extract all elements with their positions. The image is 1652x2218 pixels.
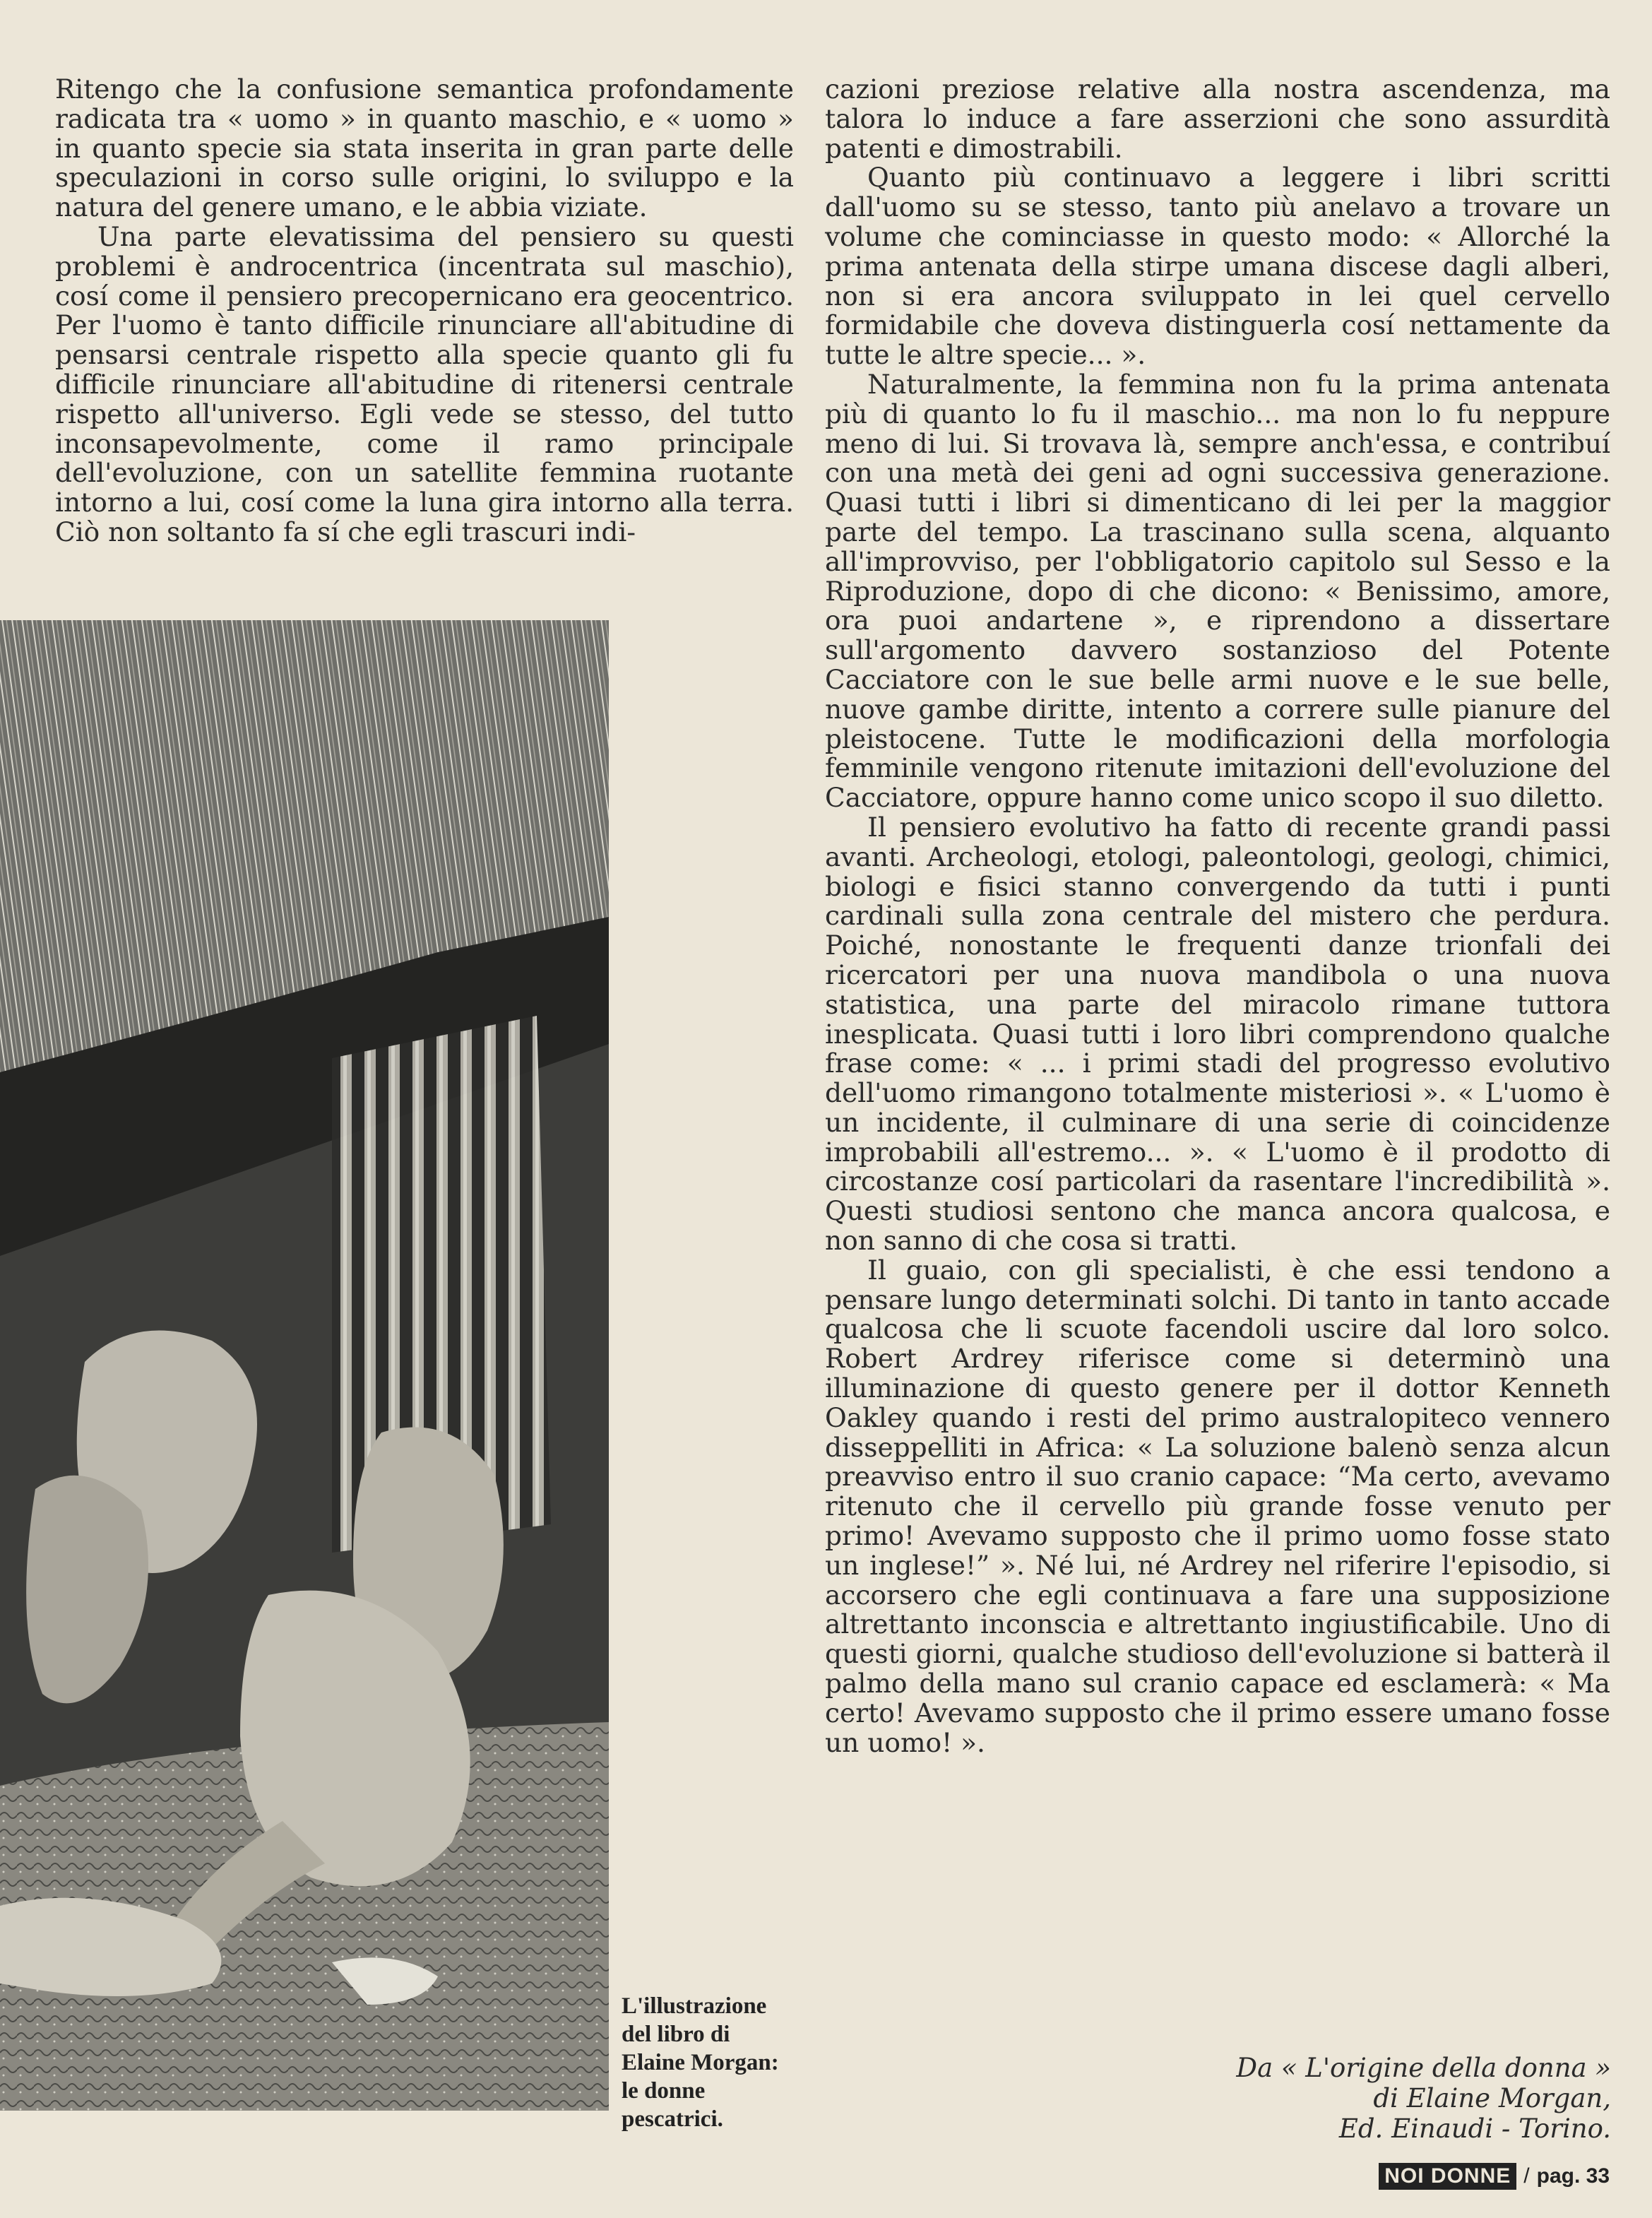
source-line: di Elaine Morgan, [1373, 2083, 1611, 2113]
caption-line: pescatrici. [622, 2106, 723, 2132]
article-paragraph: Naturalmente, la femmina non fu la prima antenata più di quanto lo fu il maschio... ma non lo fu neppure meno di lui. Si trovava là, sempre anch'essa, e contribuí con una metà dei geni ad ogni successiva generazione. Quasi tutti i libri si dimenticano di lei per la maggior parte del tempo. La trascinano sulla scena, alquanto all'improvviso, per l'obbligatorio capitolo sul Sesso e la Riproduzione, dopo di che dicono: « Benissimo, amore, ora puoi andartene », e riprendono a dissertare sull'argomento davvero sostanzioso del Potente Cacciatore con le sue belle armi nuove e le sue belle, nuove gambe diritte, intento a correre sulle pianure del pleistocene. Tutte le modificazioni della morfologia femminile vengono ritenute imitazioni dell'evoluzione del Cacciatore, oppure hanno come unico scopo il suo diletto. [825, 368, 1610, 814]
article-paragraph: Il pensiero evolutivo ha fatto di recente grandi passi avanti. Archeologi, etologi, paleontologi, geologi, chimici, biologi e fisici stanno convergendo da tutti i punti cardinali sulla zona centrale del mistero che perdura. Poiché, nonostante le frequenti danze trionfali dei ricercatori per una nuova mandibola o una nuova statistica, una parte del miracolo rimane tuttora inesplicata. Quasi tutti i loro libri comprendono qualche frase come: « ... i primi stadi del progresso evolutivo dell'uomo rimangono totalmente misteriosi ». « L'uomo è un incidente, il culminare di una serie di coincidenze improbabili all'estremo... ». « L'uomo è il prodotto di circostanze cosí particolari da rasentare l'incredibilità ». Questi studiosi sentono che manca ancora qualcosa, e non sanno di che cosa si tratti. [825, 811, 1610, 1257]
article-column-left [55, 75, 794, 547]
caption-line: del libro di [622, 2022, 730, 2047]
fishing-women-illustration [0, 620, 609, 2111]
caption-line: Elaine Morgan: [622, 2050, 779, 2075]
source-citation [975, 2053, 1611, 2144]
article-paragraph: Una parte elevatissima del pensiero su questi problemi è androcentrica (incentrata sul maschio), cosí come il pensiero precopernicano era geocentrico. Per l'uomo è tanto difficile rinunciare all'abitudine di pensarsi centrale rispetto alla specie quanto gli fu difficile rinunciare all'abitudine di ritenersi centrale rispetto all'universo. Egli vede se stesso, del tutto inconsapevolmente, come il ramo principale dell'evoluzione, con un satellite femmina ruotante intorno a lui, cosí come la luna gira intorno alla terra. Ciò non soltanto fa sí che egli trascuri indi- [55, 220, 794, 547]
page-footer [1379, 2163, 1610, 2190]
footer-separator: / [1523, 2164, 1530, 2188]
page-number: pag. 33 [1536, 2164, 1610, 2188]
article-paragraph: Ritengo che la confusione semantica profondamente radicata tra « uomo » in quanto maschio, e « uomo » in quanto specie sia stata inserita in gran parte delle speculazioni in corso sulle origini, lo sviluppo e la natura del genere umano, e le abbia viziate. [55, 73, 794, 223]
article-paragraph: cazioni preziose relative alla nostra ascendenza, ma talora lo induce a fare asserzioni che sono assurdità patenti e dimostrabili. [825, 73, 1610, 164]
source-line: Ed. Einaudi - Torino. [1338, 2113, 1611, 2144]
article-paragraph: Il guaio, con gli specialisti, è che essi tendono a pensare lungo determinati solchi. Di tanto in tanto accade qualcosa che li scuote facendoli uscire dal loro solco. Robert Ardrey riferisce come si determinò una illuminazione di questo genere per il dottor Kenneth Oakley quando i resti del primo australopiteco vennero disseppelliti in Africa: « La soluzione balenò senza alcun preavviso entro il suo cranio capace: “Ma certo, avevamo ritenuto che il cervello più grande fosse venuto per primo! Avevamo supposto che il primo uomo fosse stato un inglese!” ». Né lui, né Ardrey nel riferire l'episodio, si accorsero che egli continuava a fare una supposizione altrettanto inconscia e altrettanto ingiustificabile. Uno di questi giorni, qualche studioso dell'evoluzione si batterà il palmo della mano sul cranio capace ed esclamerà: « Ma certo! Avevamo supposto che il primo essere umano fosse un uomo! ». [825, 1254, 1610, 1758]
caption-line: le donne [622, 2078, 706, 2104]
caption-line: L'illustrazione [622, 1993, 767, 2019]
photo-caption [622, 1992, 826, 2133]
article-paragraph: Quanto più continuavo a leggere i libri scritti dall'uomo su se stesso, tanto più anelavo a trovare un volume che cominciasse in questo modo: « Allorché la prima antenata della stirpe umana discese dagli alberi, non si era ancora sviluppato in lei quel cervello formidabile che doveva distinguerla cosí nettamente da tutte le altre specie... ». [825, 162, 1610, 371]
illustration-photo [0, 620, 609, 2111]
article-column-right [825, 75, 1610, 1757]
magazine-logo: NOI DONNE [1379, 2163, 1516, 2190]
source-line: Da « L'origine della donna » [1236, 2053, 1611, 2083]
